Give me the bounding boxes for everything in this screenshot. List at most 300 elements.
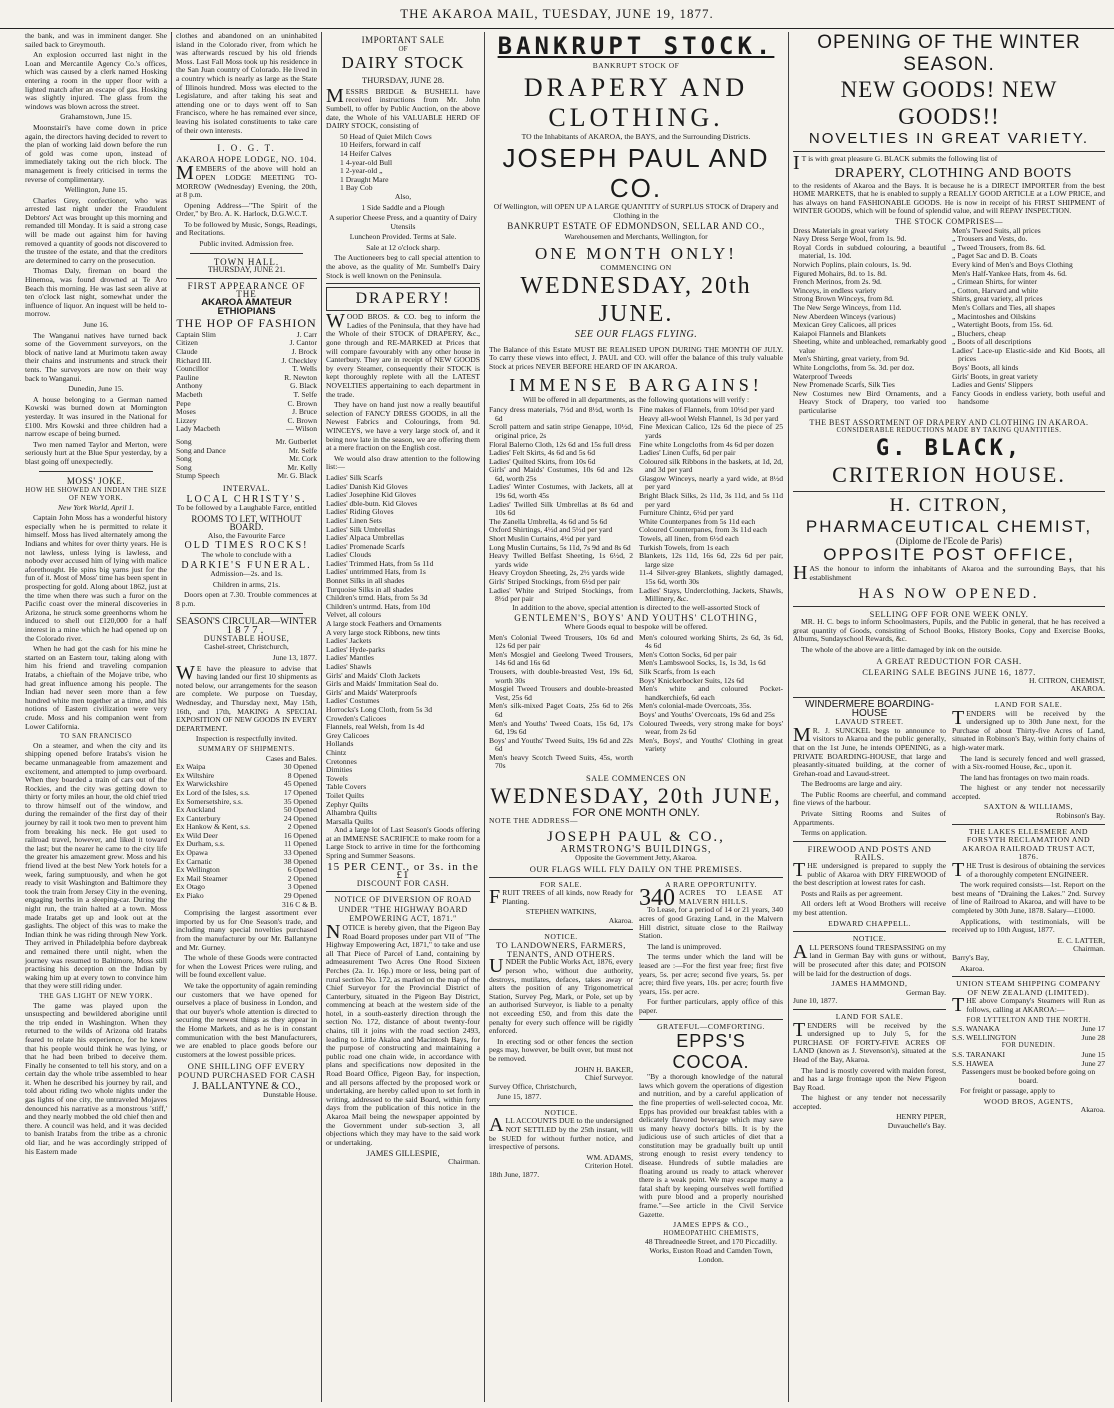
event-date: THURSDAY, JUNE 21. [207,265,286,275]
drapery-item: Flannels, real Welsh, from 1s 4d [326,722,425,732]
sailing-list-south [952,1051,1105,1068]
dunstable-heading: DUNSTABLE HOUSE, [203,633,290,643]
sailing-row-label: S.S. HAWEA [952,1058,994,1068]
cast-row-value: G. Black [290,381,317,391]
ad-paragraph: The terms under which the land will be leased are :—For the first year free; first five years, 5s. per acre; second five years, 5s. per acre; third five years, 10s. per acre; fourth five years, 15s. per acre. [639,952,783,996]
price-item: Fine Mexican Calico, 12s 6d the piece of 25 yards [639,422,783,440]
sale-note: Luncheon Provided. Terms at Sale. [349,232,457,242]
stock-item: White Longcloths, from 5s. 3d. per doz. [793,363,915,373]
cast-row-label: Pauline [176,372,199,382]
drapery-item: Zephyr Quilts [326,799,369,809]
shipment-row-label: Ex Waipa [176,762,206,772]
stock-item: Every kind of Men's and Boys Clothing [952,259,1073,269]
event-note: Doors open at 7.30. Trouble commences at 8 p.m. [176,590,317,609]
ad-heading: NOTICE. [544,931,578,941]
ad-place: Criterion Hotel. [584,1161,633,1171]
cast-row-label: Councillor [176,364,209,374]
sale-note: A superior Cheese Press, and a quantity of Dairy Utensils [329,213,477,231]
price-item: Coloured silk Ribbons in the baskets, at 1d, 2d, and 3d per yard [639,456,783,475]
ad-paragraph: ALL ACCOUNTS DUE to the undersigned NOT SETTLED by the 25th instant, will be SUED for without further notice, and irrespective of persons. [489,1114,633,1152]
drapery-item: A very large stock Ribbons, new tints [326,627,440,637]
shipments-total: 316 C & B. [281,899,317,909]
song-list [176,438,317,481]
divider [326,891,480,892]
sailing-list-north [952,1025,1105,1042]
drapery-item: Table Covers [326,782,367,792]
song-row-label: Stump Speech [176,471,220,481]
bottom-ads [793,698,1105,1131]
ethiopians-heading: AKAROA AMATEUR ETHIOPIANS [201,297,292,317]
cast-row-value: J. Bruce [292,407,317,417]
shipment-row-value: 2 Opened [287,873,317,883]
ad-heading: WINDERMERE BOARDING-HOUSE [805,698,934,719]
ad-place: Akaroa. [1080,1105,1105,1115]
ad-paragraph: The highest or any tender not necessarily accepted. [952,783,1105,801]
price-item: Furniture Chintz, 6½d per yard [639,508,734,518]
stock-item: 1 2-year-old „ [340,166,383,176]
dateline: June 16. [83,320,109,329]
farce-title: ROOMS TO LET, WITHOUT BOARD. [191,513,302,533]
ad-paragraph: For freight or passage, apply to [960,1086,1055,1096]
ad-paragraph: NOTE THE ADDRESS— [489,816,578,826]
lodge-notice: To be followed by Music, Songs, Readings, and Recitations. [176,219,317,238]
cast-row-value: J. Brock [291,347,317,356]
price-item: Towels, all linen, from 6½d each [639,534,739,544]
stock-item: „ Cotton, Harvard and white [952,285,1039,295]
song-row-label: Song [176,454,192,464]
ad-paragraph: The work required consists—1st. Report on the best means of "Draining the Lakes." 2nd. Survey of line of Railroad to Akaroa, and will have to be completed by 30th June, 1878. Salary—£1000. [952,880,1105,915]
shipment-row-label: Ex Lord of the Isles, s.s. [176,787,250,797]
divider [326,283,480,284]
divider [489,877,783,878]
news-paragraph: Moonstairi's have come down in price again, the directors having decided to revert to the plan of working laid down before the run of gold was come upon, instead of immediately taking out the rich block. The management is freely criticised in terms the reverse of complimentary. [25,122,167,184]
ad-signature: WOOD BROS, AGENTS, [983,1096,1074,1106]
drapery-item: Girls' and Maids' Cloth Jackets [326,670,421,680]
flags-daily: OUR FLAGS WILL FLY DAILY ON THE PREMISES. [529,864,743,875]
price-item: Ladies' Quilted Skirts, from 10s 6d [489,456,596,466]
stock-item: „ Macintoshes and Oilskins [952,311,1036,321]
cast-row-value: J. Checkley [281,355,317,365]
drapery-item: Crowden's Calicoes [326,713,387,723]
lodge-notice: MEMBERS of the above will hold an OPEN LODGE MEETING TO-MORROW (Wednesday) Evening, the 20th, at 8 p.m. [176,162,317,200]
price-item: Blankets, 12s 11d, 16s 6d, 22s 6d per pair, large size [639,551,783,569]
ad-paragraph: HAS the honour to inform the inhabitants of Akaroa and the surrounding Bays, that his establishment [793,562,1105,585]
shipment-row-value: 11 Opened [284,839,317,849]
pharma-heading: PHARMACEUTICAL CHEMIST, [805,516,1093,536]
wednesday-heading: WEDNESDAY, 20th JUNE. [520,273,752,328]
ad-heading: FIREWOOD AND POSTS AND RAILS. [807,843,932,863]
cast-row-value: T. Selfe [293,389,317,399]
drapery-item: Marsalla Quilts [326,816,374,826]
dateline: Grahamstown, June 15. [60,112,132,122]
stock-list [793,227,1105,416]
event-note: To be followed by a Laughable Farce, entitled [176,503,317,513]
ad-heading: THE LAKES ELLESMERE AND FORSYTH RECLAMATION AND AKAROA RAILROAD TRUST ACT, 1876. [962,826,1095,862]
cast-row-label: Lizzey [176,415,197,425]
ad-heading: NOTICE. [852,934,887,944]
price-item: Ladies' Felt Skirts, 4s 6d and 5s 6d [489,448,595,458]
reductions: CONSIDERABLE REDUCTIONS MADE BY TAKING QUANTITIES. [836,427,1062,435]
stock-list-left [793,227,946,416]
stock-item: Mexican Grey Calicoes, all prices [793,320,897,330]
interval-label: INTERVAL. [222,482,271,493]
ad-paragraph: Posts and Rails as per agreement. [801,888,903,898]
stock-item: Men's Collars and Ties, all shapes [952,302,1056,312]
stock-item: The New Serge Winceys, from 11d. [793,302,902,312]
ad-paragraph: The Public Rooms are cheerful, and command fine views of the harbour. [793,789,946,808]
drapery-item: Ladies' untrimmed Hats, from 1s [326,567,426,577]
cast-row-value: J. Cantor [289,338,317,348]
ad-heading: LAND FOR SALE. [835,1011,904,1021]
ad-paragraph: "By a thorough knowledge of the natural laws which govern the operations of digestion and nutrition, and by a careful application of the fine properties of well-selected cocoa, Mr. Epps has provided our breakfast tables with a delicately flavored beverage which may save us many heavy doctor's bills. It is by the judicious use of such articles of diet that a constitution may be gradually built up until strong enough to resist every tendency to disease. Hundreds of subtle maladies are floating around us ready to attack wherever there is a weak point. We may escape many a fatal shaft by keeping ourselves well fortified with pure blood and a properly nourished frame."—See article in the Civil Service Gazette. [639,1072,783,1219]
price-item: Scroll pattern and satin stripe Genappe, 10½d, original price, 2s [489,422,633,440]
clothing-item: Boys' and Youths' Tweed Suits, 19s 6d and 22s 6d [489,735,633,754]
news-paragraph: An explosion occurred last night in the Loan and Mercantile Agency Co.'s offices, which was caused by a clerk named Hosking entering a room in the upper floor with a lighted match after an escape of gas. Hosking was slightly injured. The glass from the windows was blown across the street. [25,50,167,111]
stock-item: New Aberdeen Winceys (various) [793,311,896,321]
news-paragraph: A house belonging to a German named Kowski was burned down at Mornington yesterday. It was insured in the National for £100. Mrs Kowski and three children had a narrow escape of being burned. [25,394,167,439]
drapery-item: Velvet, all colours [326,610,382,620]
stock-item: „ Trousers and Vests, do. [952,234,1028,244]
column-rule [484,32,485,1402]
article-source: New York World, April 1. [57,502,135,512]
shipment-row-value: 35 Opened [283,796,317,806]
price-item: Girls' Striped Stockings, from 6½d per pair [489,577,621,586]
stock-item: Men's Half-Yankee Hats, from 4s. 6d. [952,268,1067,278]
drapery-item: Ladies' Hyde-parks [326,644,385,654]
shipment-row-label: Ex Otago [176,882,205,892]
reduction-line: A GREAT REDUCTION FOR CASH. [876,655,1022,666]
divider [793,931,946,932]
column-rule [171,32,172,1402]
ad-place: Robinson's Bay. [1056,811,1105,821]
notice-heading: NOTICE OF DIVERSION OF ROAD UNDER "THE HIGHWAY BOARD EMPOWERING ACT, 1871." [334,895,472,924]
wednesday-heading-2: WEDNESDAY, 20th JUNE, [490,782,782,808]
column-ads-2 [173,32,320,1402]
ad-paragraph: For further particulars, apply office of this paper. [639,997,783,1015]
clothing-item: Men's coloured working Shirts, 2s 6d, 3s 6d, 4s 6d [639,632,783,651]
cast-row-value: J. Carr [296,329,317,339]
ad-paragraph: THE undersigned is prepared to supply the public of Akaroa with DRY FIREWOOD of the best description at lowest rates for cash. [793,859,946,888]
circular-paragraph: Comprising the largest assortment ever imported by us for One Season's trade, and including many special novelties purchased from the manufacturer by our Mr. Ballantyne and Mr. Gurney. [176,908,317,952]
price-list-right [639,406,783,604]
drapery-item: Toilet Quilts [326,790,365,800]
citron-heading: H. CITRON, [889,494,1009,516]
drapery-item: Children's trmd. Hats, from 5s 3d [326,593,428,603]
drapery-item: Chintz [326,747,347,757]
commencing: COMMENCING ON [600,262,672,272]
cast-row-label: Macbeth [176,389,203,399]
clothing-list-left [489,634,633,772]
ad-subheading: LAVAUD STREET. [835,717,904,727]
masthead: THE AKAROA MAIL, TUESDAY, JUNE 19, 1877. [0,0,1114,29]
shipment-row-label: Ex Carnatic [176,856,213,866]
shipment-row-label: Ex Auckland [176,805,216,815]
sale-note: Also, [394,191,412,201]
bottom-ads [489,881,783,1265]
sale-paragraph: MESSRS BRIDGE & BUSHELL have received instructions from Mr. John Sumbell, to offer by Public Auction, on the above date, the Whole of his VALUABLE HERD OF DAIRY STOCK, consisting of [326,84,480,131]
drapery-item: Ladies' Danish Kid Gloves [326,481,408,491]
ad-paragraph: The whole of the above are a little damaged by ink on the outside. [801,644,1002,654]
ad-paragraph: Warehousemen and Merchants, Wellington, for [564,231,708,241]
ad-paragraph: Private Sitting Rooms and Suites of Appartments. [793,809,946,827]
stock-item: Boys' Boots, all kinds [952,363,1019,373]
ad-heading: UNION STEAM SHIPPING COMPANY OF NEW ZEALAND (LIMITED). [956,979,1101,997]
shipment-row-value: 2 Opened [287,822,317,832]
sale-heading: IMPORTANT SALE [361,35,445,45]
cast-row-value: C. Brown [287,398,317,408]
clothing-item: Men's Mosgiel and Geelong Tweed Trousers, 14s 6d and 16s 6d [489,649,633,668]
price-item: Fine makes of Flannels, from 10½d per yard [639,405,775,415]
drapery-item: Turquoise Silks in all shades [326,584,414,594]
ad-paragraph: In addition to the above, special attention is directed to the well-assorted Stock of [512,602,760,612]
event-note: Also, the Favourite Farce [207,530,286,540]
article-subtitle: HOW HE SHOWED AN INDIAN THE SIZE OF NEW YORK. [25,486,167,503]
ad-place: 48 Threadneedle Street, and 170 Piccadilly. [644,1237,777,1247]
stock-item: Ladies' Lace-up Elastic-side and Kid Boots, all prices [952,345,1105,364]
ad-place: Barry's Bay, [952,952,990,962]
shipment-row-label: Ex Wild Deer [176,830,218,840]
cast-row-label: Captain Slim [176,329,216,339]
ad-heading: A RARE OPPORTUNITY. [665,879,757,889]
shipment-row-label: Ex Canterbury [176,813,221,823]
discount-sub: DISCOUNT FOR CASH. [356,878,450,888]
ad-heading: GRATEFUL—COMFORTING. [656,1021,766,1031]
dateline: Wellington, June 15. [64,185,128,195]
ad-heading: FOR SALE. [539,879,583,889]
iogt-heading: I. O. G. T. [217,143,276,154]
drapery-list [326,474,480,826]
stock-item: 1 Bay Cob [340,183,373,193]
citron-place: AKAROA. [1070,684,1105,694]
cast-row-value: T. Wells [292,364,317,374]
clearing-sale: CLEARING SALE BEGINS JUNE 16, 1877. [862,667,1036,678]
armstrong-buildings: ARMSTRONG'S BUILDINGS, [560,843,712,855]
stock-item: Kaiapoi Flannels and Blankets [793,328,887,338]
venue-heading: TOWN HALL. [213,256,280,267]
diplome: (Diplome de l'Ecole de Paris) [895,535,1003,546]
stock-item: Norwich Poplins, plain colours, 1s. 9d. [793,259,912,269]
stock-item: 1 4-year-old Bull [340,157,393,167]
song-row-value: Mr. Gutberlet [275,436,317,446]
ad-place: Works, Euston Road and Camden Town, London. [649,1246,773,1264]
drapery-item: Bonnet Silks in all shades [326,576,405,586]
stock-item: Navy Dress Serge Wool, from 1s. 9d. [793,234,907,244]
ad-signature: JOHN H. BAKER, [574,1064,633,1074]
bankrupt-of: BANKRUPT STOCK OF [592,61,680,70]
news-paragraph: Charles Grey, confectioner, who was arrested last night under the Fraudulent Debtors' Act was brought up this morning and remanded till Monday. It is said a strong case will be made out against him for having removed a quantity of goods not discovered to the trustee of the estate, and that the creditors are determined to carry on the prosecution. [25,195,167,265]
discount-heading: 15 PER CENT., or 3s. in the £1 [327,860,479,882]
sailing-row [952,1034,1105,1043]
ad-place: Akaroa. [960,963,985,973]
clothing-item: Men's silk-mixed Paget Coats, 25s 6d to 26s 6d [489,701,633,719]
cast-row-value: C. Brown [287,415,317,425]
shipment-row-label: Ex Durham, s.s. [176,839,225,849]
ad-paragraph: Terms on application. [801,828,867,838]
clothing-item: Men's and Youths' Tweed Coats, 15s 6d, 17s 6d, 19s 6d [489,718,633,737]
song-row-label: Song [176,462,192,472]
clothing-heading: GENTLEMEN'S, BOYS' AND YOUTHS' CLOTHING, [514,613,758,624]
price-item: Floral Balerno Cloth, 12s 6d and 15s full dress [489,439,631,449]
drapery-item: A large stock Feathers and Ornaments [326,619,442,629]
shipment-row-value: 17 Opened [283,787,317,797]
stock-item: Royal Cords in subdued colouring, a beautiful material, 1s. 10d. [793,242,946,261]
cast-list [176,331,317,434]
shipment-row-value: 30 Opened [283,762,317,772]
flags-line: SEE OUR FLAGS FLYING. [574,329,698,341]
news-paragraph: Thomas Daly, fireman on board the Hinemoa, was found drowned at Te Aro Beach this morning. He was last seen alive at ten o'clock last night, somewhat under the influence of liquor. An inquest will be held to-morrow. [25,266,167,319]
dateline: Dunedin, June 15. [68,384,124,394]
ballantyne-place: Dunstable House. [263,1090,317,1100]
drapery-item: Ladies' Clouds [326,550,372,560]
drapery-heading: DRAPERY! [326,287,480,311]
stock-item: „ Watertight Boots, from 15s. 6d. [952,320,1053,330]
notice-role: Chairman. [448,1156,480,1166]
joseph-paul-heading: JOSEPH PAUL AND CO. [502,143,770,204]
bottom-ads-left [489,881,633,1265]
stock-comprises: THE STOCK COMPRISES— [894,216,1004,226]
ad-paragraph: Passengers must be booked before going on board. [961,1067,1096,1085]
price-item: Fine white Longcloths from 4s 6d per dozen [639,439,774,449]
song-row-value: Mr. G. Black [277,471,317,481]
stock-item: „ Crimean Shirts, for winter [952,277,1037,287]
article-paragraph: Captain John Moss has a wonderful history especially when he is permitted to relate it himself. Moss has lived alternately among the Indians and whites for over thirty years. He is not lawless, unless lying is lawless, and nobody ever accused him of lying with malice aforethought. He spins big yarns just for the fun of it. Most of Moss' time has been spent in prospecting for gold. Along about 1862, just at the time when there was such a furor on the Pacific coast over the mineral discoveries in Arizona, he struck some greenhorns whom he induced to shell out £120,000 for a half interest in a mine which he had opened up on the Colorado river. [25,513,167,643]
sailing-row-value: June 28 [1081,1032,1105,1042]
divider [639,1019,783,1020]
sale-commences: SALE COMMENCES ON [585,773,687,784]
section-heading: THE GAS LIGHT OF NEW YORK. [39,992,153,1000]
clothing-item: Men's Lambswool Socks, 1s, 1s 3d, 1s 6d [639,658,766,668]
price-item: Fancy dress materials, 7½d and 8½d, worth 1s 6d [489,405,633,423]
ad-paragraph: UNDER the Public Works Act, 1876, every person who, without due authority, destroys, mutilates, defaces, takes away or alters the position of any Trigonometrical Station, Survey Peg, Mark, or Pole, set up by an authorised Surveyor, is liable to a penalty not exceeding £50, and from this date the penalty for every such offence will be rigidly enforced. [489,955,633,1036]
clothing-item: Boys' Knickerbocker Suits, 12s 6d [639,675,744,685]
clothing-item: Men's colonial-made Overcoats, 35s. [639,701,752,711]
ad-paragraph: To Lease, for a period of 14 or 21 years, 340 acres of good Grazing Land, in the Malvern Hill district, situate close to the Railway Station. [639,905,783,941]
drapery-boots-heading: DRAPERY, CLOTHING AND BOOTS [834,165,1072,181]
drapery-item: Horrocks's Long Cloth, from 5s 3d [326,704,432,714]
stock-list-right [952,227,1105,416]
cast-row-label: Moses [176,407,196,417]
drapery-item: Ladies' Costumes [326,696,380,706]
circular-paragraph: Inspection is respectfully invited. [195,734,298,744]
stock-item: Dress Materials in great variety [793,225,889,235]
christy-heading: LOCAL CHRISTY'S. [186,493,307,505]
ad-place: Akaroa. [608,916,633,925]
shipment-row-label: Ex Somersetshire, s.s. [176,796,243,806]
cast-row-label: Anthony [176,381,203,391]
ad-paragraph: The highest or any tender not necessarily accepted. [793,1093,946,1111]
divider [793,841,946,842]
ad-signature: JAMES HAMMOND, [831,979,908,989]
lodge-notice: Opening Address—"The Spirit of the Order," by Bro. A. K. Harlock, D.G.W.C.T. [176,200,317,219]
cast-row-value: — Wilson [286,424,317,434]
column-black [790,32,1108,1402]
stock-item: Girls' Boots, in great variety [952,371,1038,381]
ad-paragraph: Where Goods equal to bespoke will be offered. [564,621,708,631]
circular-paragraph: WE have the pleasure to advise that having landed our first 10 shipments as noted below, our arrangements for the season are complete. We purpose on Tuesday, Wednesday, and Thursday next, May 15th, 16th, and 17th, MAKING A SPECIAL EXPOSITION OF NEW GOODS IN EVERY DEPARTMENT. [176,661,317,733]
clothing-item: Mosgiel Tweed Trousers and double-breasted Vest, 25s 6d [489,684,633,702]
song-row-label: Song [176,436,192,446]
ad-paragraph: FRUIT TREES of all kinds, now Ready for Planting. [489,886,633,909]
shipments-table [176,763,317,901]
price-item: Short Muslin Curtains, 4½d per yard [489,534,601,544]
sale-of: OF [398,44,408,53]
divider [952,824,1105,825]
sale-note: Sale at 12 o'clock sharp. [366,242,440,252]
drapery-item: Dimities [326,765,353,775]
drapery-item: Ladies' Silk Scarfs [326,472,383,482]
ad-signature: HENRY PIPER, [896,1112,946,1122]
drapery-item: Towels [326,773,348,783]
price-item: Coloured Counterpanes, from 3s 11d each [639,525,767,535]
ad-paragraph: to the residents of Akaroa and the Bays. It is because he is a DIRECT IMPORTER from the best HOME MARKETS, that he is enabled to supply a REALLY GOOD ARTICLE at a LOW PRICE, and has always on hand FASHIONABLE GOODS. He is now in receipt of his FIRST SHIPMENT of WINTER GOODS, which will be found of splendid value, and will REPAY INSPECTION. [793,180,1105,216]
ad-heading: LAND FOR SALE. [994,699,1063,709]
divider [489,929,633,930]
address-line: TO the Inhabitants of AKAROA, the BAYS, and the Surrounding Districts. [521,131,751,141]
lodge-heading: AKAROA HOPE LODGE, NO. 104. [176,153,317,164]
price-item: Oxford Shirtings, 4½d and 5½d per yard [489,525,613,535]
stock-item: New Promenade Scarfs, Silk Ties [793,380,895,390]
ballantyne-signature: J. BALLANTYNE & CO., [192,1080,301,1092]
price-item: Girls' and Maids' Costumes, 10s 6d and 12s 6d, worth 25s [489,465,633,483]
event-note: Admission—2s. and 1s. [210,569,283,579]
shipment-row-label: Ex Hankow & Kent, s.s. [176,822,251,832]
shipment-row-value: 50 Opened [283,805,317,815]
stock-item: Ladies and Gents' Slippers [952,380,1033,390]
stock-item: Shirts, great variety, all prices [952,294,1043,304]
stock-item: „ Tweed Trousers, from 8s. 6d. [952,242,1046,252]
column-bankrupt [486,32,786,1402]
ad-role: Chairman. [1073,944,1105,954]
article-paragraph: clothes and abandoned on an uninhabited island in the Colorado river, from which he was afterwards rescued by his old friends Moss. Last Fall Moss took up his residence in the San Juan country of Colorado. He lived in a country which is nearly as large as the State of Illinois hundred. Moss was elected to the Legislature, and after taking his seat and attending one or to days went off to San Francisco, where he has remained ever since, leaving his isolated constituents to take care of their own interests. [176,32,317,135]
g-black-banner: G. BLACK, [875,435,1023,461]
ad-signature: JAMES EPPS & CO., [673,1220,749,1230]
one-month-only: FOR ONE MONTH ONLY. [572,806,700,819]
stock-item: 50 Head of Quiet Milch Cows [340,131,432,141]
ad-paragraph: June 15, 1877. [497,1092,542,1102]
ad-signature: STEPHEN WATKINS, [525,907,597,917]
cast-row-label: Pepe [176,398,191,408]
ad-role: Chief Surveyor. [584,1073,633,1083]
divider [190,613,303,614]
divider [190,253,303,254]
notice-paragraph: NOTICE is hereby given, that the Pigeon Bay Road Board proposes under part VII of "The Highway Empowering Act, 1871," to take and use all That Piece of Parcel of Land, containing by admeasurement Two Acres One Rood Sixteen Perches (2a. 1r. 16p.) more or less, being part of rural section No. 172, as marked on the map of the Chief Surveyor for the Provincial District of Canterbury, situated in the Pigeon Bay District, commencing at beach at the western side of the hotel, in a south-easterly direction through the section No. 172, distance of about twenty-four chains, till it joins with the road section 2493, leading to Little Akaloa and Macintosh Bays, for the purpose of constructing and maintaining a public road one chain wide, in accordance with plans and specifications now deposited in the Road Board Office, Pigeon Bay, for inspection, and all persons affected by the proposed work or undertaking, are hereby called upon to set forth in writing, addressed to the said Board, within forty days from the publication of this notice in the Akaroa Mail being the newspaper appointed by the Government under sub-section 3, all objections which they may have to the said work or undertaking. [326,920,480,1147]
shipment-row-value: 38 Opened [283,856,317,866]
ad-signature: SAXTON & WILLIAMS, [983,802,1074,812]
drapery-paragraph: And a large lot of Last Season's Goods offering at an IMMENSE SACRIFICE to make room for a Large Stock to arrive in time for the forthcoming Spring and Summer Seasons. [326,825,480,861]
price-list-left [489,406,633,604]
clothing-item: Men's heavy Scotch Tweed Suits, 45s, worth 70s [489,752,633,771]
price-item: Ladies' Twilled Silk Umbrellas at 8s 6d and 10s 6d [489,499,633,518]
circular-heading: SEASON'S CIRCULAR—WINTER [176,616,317,627]
shipments-heading: SUMMARY OF SHIPMENTS. [198,745,295,753]
stock-item: 10 Heifers, forward in calf [340,140,421,150]
ad-paragraph: TENDERS will be received by the undersigned up to 30th June next, for the Purchase of about Thirty-five Acres of Land, situated in Robinson's Bay, within forty chains of high-water mark. [952,706,1105,752]
stock-item: Figured Mohairs, 8d. to 1s. 8d. [793,268,887,278]
sale-date: THURSDAY, JUNE 28. [361,75,445,86]
circular-paragraph: The whole of these Goods were contracted for when the Lowest Prices were ruling, and will be found excellent value. [176,953,317,980]
clothing-item: Men's, Boys', and Youths' Clothing in great variety [639,735,783,754]
price-list [489,406,783,604]
drapery-item: Ladies' Josephine Kid Gloves [326,490,417,500]
drapery-paragraph: They have on hand just now a really beautiful selection of FANCY DRESS GOODS, in all the Newest Fabrics and Colourings, from 9d. WINCEYS, we have a very large stock of, and it being now late in the season, we are offering them at a mere fraction on the English cost. [326,400,480,453]
price-item: Bright Black Silks, 2s 11d, 3s 11d, and 5s 11d per yard [639,491,783,509]
clothing-item: Trousers, with double-breasted Vest, 19s 6d, worth 30s [489,666,633,685]
ad-paragraph: THE Trust is desirous of obtaining the services of a thoroughly competent ENGINEER. [952,859,1105,882]
drapery-item: Girls' and Maids' Waterproofs [326,687,417,697]
shipment-row-value: 24 Opened [283,813,317,823]
ad-paragraph: MR. J. SUNCKEL begs to announce to visitors to Akaroa and the public generally, that on the 1st June, he intends OPENING, as a PRIVATE BOARDING-HOUSE, that large and pleasantly-situated building, at the corner of Grehan-road and Lavaud-street. [793,723,946,778]
stock-item: Men's Tweed Suits, all prices [952,225,1041,235]
